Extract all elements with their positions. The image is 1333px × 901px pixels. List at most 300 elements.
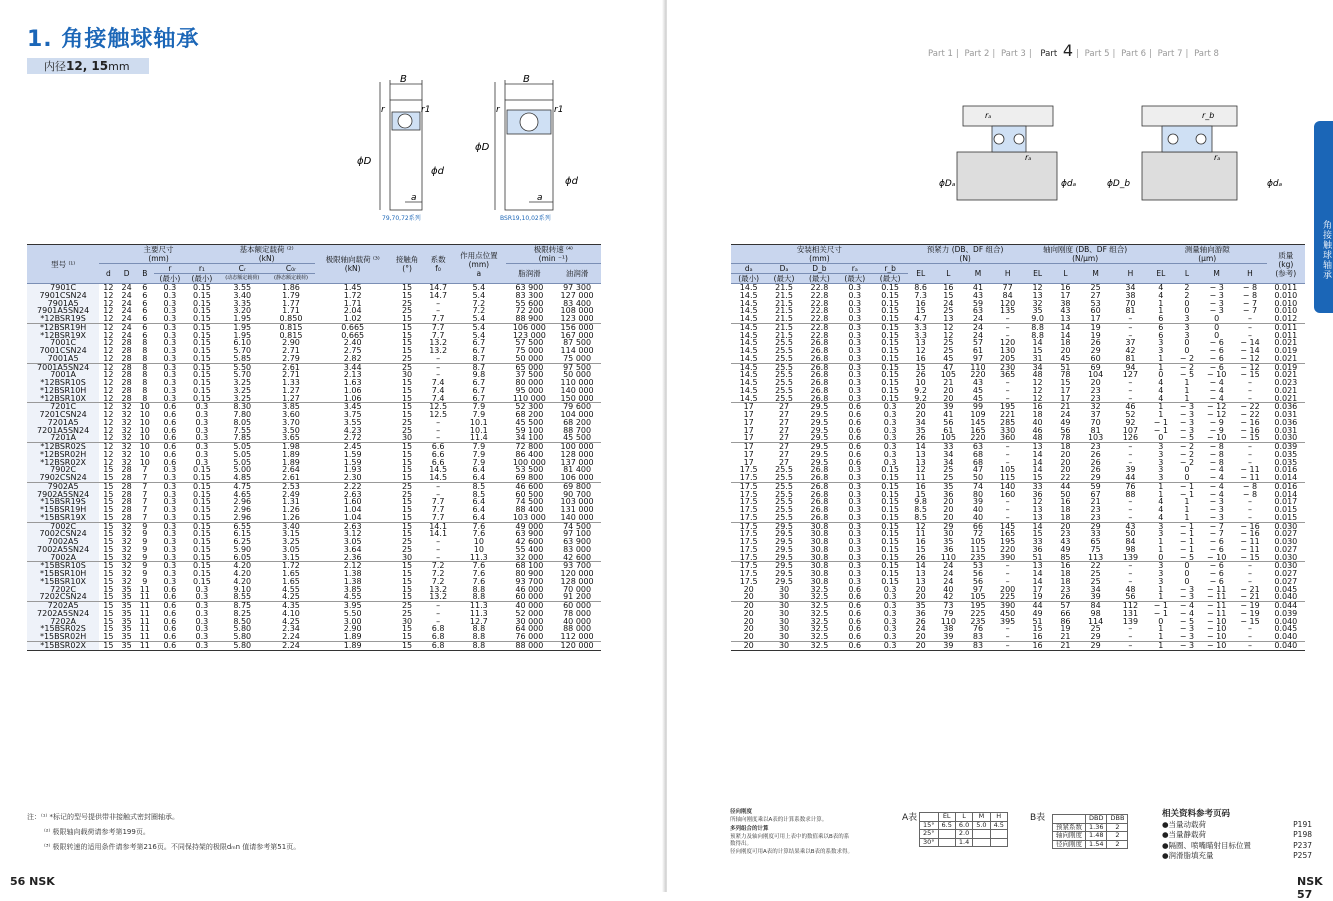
value-cell: 40: [963, 514, 993, 522]
value-cell: 25: [401, 608, 413, 618]
part-link[interactable]: Part 7: [1157, 49, 1183, 59]
value-cell: 114: [1087, 616, 1104, 626]
model-cell: *15BSR19X: [27, 514, 99, 522]
value-cell: 46 600: [515, 481, 544, 491]
value-cell: 12: [1032, 385, 1043, 395]
value-cell: 34: [915, 417, 926, 427]
value-cell: 64 000: [515, 624, 544, 634]
value-cell: 25: [1090, 576, 1101, 586]
value-cell: 7.9: [472, 442, 486, 451]
value-cell: 0.3: [163, 290, 177, 300]
value-cell: 32.5: [802, 633, 837, 641]
value-cell: –: [436, 417, 441, 427]
value-cell: 0.3: [848, 537, 862, 546]
value-cell: 12: [103, 449, 114, 459]
value-cell: 0.3: [837, 284, 872, 292]
value-cell: 63: [972, 442, 984, 451]
value-cell: 1.89: [315, 641, 390, 650]
value-cell: 7.7: [431, 497, 445, 507]
value-cell: 1: [1148, 355, 1174, 363]
value-cell: 53: [972, 561, 984, 571]
value-cell: 8.7: [452, 355, 505, 363]
value-cell: 15: [103, 481, 114, 491]
value-cell: 6: [142, 298, 148, 308]
value-cell: 0.15: [881, 290, 900, 300]
value-cell: 30.8: [810, 529, 829, 539]
value-cell: 4.25: [267, 593, 316, 601]
value-cell: 42: [1125, 346, 1136, 355]
page-number: 56 NSK: [10, 875, 55, 888]
value-cell: 0.3: [154, 355, 186, 363]
value-cell: 14: [1032, 465, 1043, 475]
value-cell: − 3: [1179, 417, 1195, 427]
value-cell: 29.5: [775, 576, 793, 586]
value-cell: –: [1005, 322, 1010, 332]
value-cell: 0.014: [1274, 489, 1298, 499]
value-cell: 3.25: [218, 395, 267, 403]
value-cell: 29: [1078, 474, 1113, 482]
model-cell: *12BSR10S: [27, 379, 99, 387]
value-cell: − 16: [1240, 417, 1260, 427]
value-cell: 0.15: [881, 362, 900, 372]
value-cell: 0.6: [848, 616, 862, 626]
value-cell: 83: [963, 641, 993, 650]
value-cell: 3.60: [282, 410, 300, 419]
value-cell: − 6: [1209, 362, 1224, 372]
value-cell: –: [1005, 457, 1010, 467]
value-cell: 8: [136, 395, 154, 403]
value-cell: 0.3: [163, 481, 177, 491]
value-cell: 9: [142, 544, 148, 554]
value-cell: 46: [1032, 425, 1043, 435]
value-cell: 30: [390, 554, 424, 562]
value-cell: 12: [103, 425, 114, 435]
value-cell: − 6: [1209, 576, 1224, 586]
value-cell: –: [993, 315, 1023, 323]
stiffness-notes: 径向刚度 所轴向刚度乘以A表的计算系数求计算。 多列组合的计算 预紧力及轴向刚度可用上表中的数值乘以B表的系 数得出。 径向刚度可用A表的计算结果乘以B表的系数求得。: [730, 809, 854, 855]
value-cell: 10: [139, 449, 150, 459]
value-cell: –: [1247, 449, 1252, 459]
value-cell: 3: [1158, 346, 1164, 355]
value-cell: 4.10: [282, 608, 300, 618]
value-cell: 0.3: [848, 569, 862, 578]
value-cell: 4: [1158, 385, 1164, 395]
value-cell: 15: [1060, 378, 1071, 387]
value-cell: 43: [972, 290, 984, 300]
value-cell: 97: [972, 584, 984, 594]
value-cell: 15: [103, 544, 114, 554]
value-cell: –: [993, 514, 1023, 522]
value-cell: 0.3: [883, 402, 897, 412]
value-cell: 81: [1090, 425, 1101, 435]
value-cell: 20: [934, 395, 964, 403]
value-cell: 63: [972, 306, 984, 316]
value-cell: − 1: [1179, 489, 1195, 499]
value-cell: 0: [1184, 306, 1190, 316]
value-cell: 0.3: [848, 561, 862, 571]
value-cell: 0.3: [848, 489, 862, 499]
table-notes: 注：⁽¹⁾ *标记的型号提供带非接触式密封圈轴承。 ⁽²⁾ 极限轴向载荷请参考第199页。 ⁽³⁾ 极限转速的适用条件请参考第216页。不同保持架的极限dₘn 值请参考第51页。: [27, 813, 301, 851]
value-cell: − 11: [1200, 593, 1233, 601]
part-link[interactable]: Part 2: [964, 49, 990, 59]
value-cell: –: [424, 554, 452, 562]
value-cell: 29: [1078, 641, 1113, 650]
value-cell: 59: [972, 298, 984, 308]
value-cell: –: [424, 434, 452, 442]
value-cell: 6.6: [431, 442, 445, 451]
model-cell: *12BSR10H: [27, 387, 99, 395]
value-cell: 74 500: [515, 497, 544, 507]
value-cell: − 8: [1242, 481, 1258, 491]
reference-item[interactable]: ●当量动载荷 P191: [1162, 819, 1312, 829]
value-cell: –: [436, 608, 441, 618]
value-cell: 13: [915, 576, 926, 586]
value-cell: –: [1005, 497, 1010, 507]
value-cell: 7.9: [472, 457, 486, 467]
value-cell: 30: [778, 608, 790, 618]
value-cell: 20: [915, 402, 926, 412]
value-cell: 60: [1090, 306, 1101, 316]
value-cell: 0.021: [1267, 355, 1305, 363]
value-cell: 4.75: [233, 481, 252, 491]
value-cell: 0.3: [163, 362, 177, 372]
value-cell: − 3: [1209, 298, 1224, 308]
value-cell: 15: [915, 489, 926, 499]
value-cell: − 5: [1174, 554, 1200, 562]
value-cell: 44: [1060, 481, 1071, 491]
value-cell: –: [993, 395, 1023, 403]
value-cell: 15: [401, 449, 413, 459]
part-current[interactable]: Part 4: [1040, 41, 1074, 60]
value-cell: 26: [1090, 465, 1101, 475]
value-cell: 17.5: [739, 481, 758, 491]
value-cell: 12: [1032, 378, 1043, 387]
value-cell: 115: [970, 544, 986, 554]
value-cell: 25: [1090, 624, 1101, 634]
value-cell: 0.030: [1274, 521, 1298, 531]
value-cell: 8.8: [452, 633, 505, 641]
value-cell: 24: [117, 284, 135, 292]
value-cell: 103: [1078, 434, 1113, 442]
value-cell: 0.815: [279, 322, 303, 332]
value-cell: 78 000: [563, 608, 592, 618]
value-cell: 0.3: [163, 298, 177, 308]
part-link[interactable]: Part 8: [1194, 49, 1219, 59]
value-cell: 1: [1148, 641, 1174, 650]
reference-item[interactable]: ●当量静载荷 P198: [1162, 830, 1312, 839]
value-cell: 2.34: [282, 624, 300, 634]
value-cell: − 3: [1200, 514, 1233, 522]
value-cell: 1.95: [233, 322, 252, 332]
value-cell: 36: [1032, 489, 1043, 499]
value-cell: 41: [963, 284, 993, 292]
value-cell: 1.72: [282, 561, 300, 571]
value-cell: 5.90: [233, 544, 252, 554]
value-cell: 65: [1090, 537, 1101, 546]
value-cell: 28: [117, 355, 135, 363]
value-cell: 29.5: [810, 425, 829, 435]
value-cell: 24: [121, 322, 132, 332]
value-cell: 39: [1125, 465, 1136, 475]
part-link[interactable]: Part 3: [1000, 49, 1026, 59]
value-cell: 97 100: [563, 529, 592, 539]
model-cell: *15BSR02X: [27, 641, 99, 650]
reference-item[interactable]: ●润滑脂填充量 P257: [1162, 851, 1312, 860]
value-cell: 35: [915, 425, 926, 435]
value-cell: 4.85: [218, 474, 267, 482]
value-cell: 360: [993, 434, 1023, 442]
value-cell: 4.65: [233, 489, 252, 499]
value-cell: 8.8: [472, 584, 486, 594]
value-cell: 4: [1158, 378, 1164, 387]
value-cell: 0: [1184, 569, 1190, 578]
value-cell: 7.6: [472, 529, 486, 539]
value-cell: − 2: [1179, 442, 1195, 451]
value-cell: 15: [390, 641, 424, 650]
value-cell: 17.5: [739, 505, 758, 514]
value-cell: − 15: [1233, 434, 1266, 442]
value-cell: 3: [1158, 569, 1164, 578]
value-cell: 68 200: [563, 417, 592, 427]
model-cell: *12BSR02S: [27, 443, 99, 451]
value-cell: 5.05: [233, 442, 252, 451]
value-cell: 0.3: [195, 584, 209, 594]
section-side-tab[interactable]: 角接触球轴承: [1314, 121, 1333, 313]
value-cell: 0.019: [1274, 346, 1298, 355]
value-cell: 78: [1053, 434, 1079, 442]
value-cell: 27: [778, 402, 790, 412]
value-cell: 40 000: [563, 616, 592, 626]
value-cell: 97 300: [553, 284, 601, 292]
value-cell: 2.13: [343, 370, 362, 380]
value-cell: 45: [972, 385, 984, 395]
value-cell: 0.6: [163, 457, 177, 467]
value-cell: 29.5: [810, 442, 829, 451]
value-cell: 8.7: [472, 362, 486, 372]
part-link[interactable]: Part 1: [928, 49, 953, 59]
value-cell: 15: [401, 569, 413, 578]
value-cell: 0.6: [837, 593, 872, 601]
value-cell: − 4: [1200, 395, 1233, 403]
value-cell: 72 200: [515, 306, 544, 316]
value-cell: 1.27: [267, 395, 316, 403]
value-cell: − 16: [1240, 521, 1260, 531]
col-pos: 作用点位置 (mm) a: [452, 245, 505, 284]
value-cell: 25: [401, 537, 413, 546]
value-cell: 16: [915, 298, 926, 308]
value-cell: –: [436, 544, 441, 554]
value-cell: − 7: [1242, 306, 1258, 316]
value-cell: 20: [743, 616, 754, 626]
value-cell: 200: [1000, 584, 1016, 594]
value-cell: 11: [139, 584, 150, 594]
value-cell: 25: [1090, 569, 1101, 578]
col-speed: 极限转速 ⁽⁴⁾ (min ⁻¹): [506, 245, 601, 264]
value-cell: 5.4: [472, 322, 486, 332]
value-cell: 7.2: [431, 576, 445, 586]
value-cell: 8.05: [233, 417, 252, 427]
value-cell: 16: [1053, 284, 1079, 292]
value-cell: 5.4: [472, 330, 486, 340]
value-cell: 17.5: [739, 561, 758, 571]
value-cell: 0: [1174, 474, 1200, 482]
value-cell: 0.039: [1274, 442, 1298, 451]
value-cell: 27: [778, 417, 790, 427]
value-cell: 5.80: [218, 641, 267, 650]
value-cell: –: [1005, 385, 1010, 395]
value-cell: 27: [778, 425, 790, 435]
value-cell: 14.5: [731, 355, 766, 363]
value-cell: 11.3: [469, 608, 488, 618]
value-cell: 14.5: [739, 385, 758, 395]
value-cell: 26.8: [810, 465, 829, 475]
value-cell: 3.05: [282, 544, 300, 554]
value-cell: 0.3: [163, 497, 177, 507]
value-cell: 3.64: [343, 544, 362, 554]
value-cell: 12: [103, 385, 114, 395]
value-cell: 0.15: [192, 306, 211, 316]
value-cell: 12: [915, 521, 926, 531]
value-cell: 0.017: [1274, 497, 1298, 507]
reference-item[interactable]: ●隔圈、喷嘴瞄射目标位置 P237: [1162, 840, 1312, 850]
value-cell: 7.3: [914, 290, 928, 300]
value-cell: − 15: [1233, 554, 1266, 562]
value-cell: 0.6: [848, 601, 862, 610]
value-cell: 21.5: [766, 315, 801, 323]
value-cell: 3: [1158, 521, 1164, 531]
value-cell: 32: [121, 402, 132, 412]
value-cell: –: [1247, 442, 1252, 451]
value-cell: 14.5: [739, 322, 758, 332]
value-cell: 33: [1090, 529, 1101, 539]
value-cell: 0.031: [1274, 410, 1298, 419]
value-cell: 20: [731, 633, 766, 641]
value-cell: 42 600: [515, 537, 544, 546]
value-cell: 11: [136, 593, 154, 601]
model-cell: 7901A5SN24: [27, 307, 99, 315]
value-cell: –: [1247, 576, 1252, 586]
value-cell: 1.95: [233, 330, 252, 340]
value-cell: 0.3: [883, 442, 897, 451]
value-cell: 0.3: [163, 576, 177, 586]
value-cell: 8.8: [452, 641, 505, 650]
value-cell: 105: [970, 537, 986, 546]
value-cell: 0.3: [883, 457, 897, 467]
value-cell: 0.15: [192, 338, 211, 348]
value-cell: − 1: [1153, 417, 1169, 427]
value-cell: 1.89: [282, 449, 300, 459]
value-cell: –: [1113, 641, 1148, 650]
value-cell: 14.7: [424, 284, 452, 292]
value-cell: 21: [1053, 633, 1079, 641]
value-cell: 2.72: [315, 434, 390, 442]
value-cell: 16: [1060, 497, 1071, 507]
value-cell: 5.85: [218, 355, 267, 363]
value-cell: 9.0: [1022, 315, 1052, 323]
value-cell: 0.15: [881, 489, 900, 499]
value-cell: 14.5: [739, 362, 758, 372]
value-cell: 0.6: [848, 425, 862, 435]
value-cell: 13: [1032, 442, 1043, 451]
value-cell: 15: [401, 410, 413, 419]
value-cell: 7.7: [424, 514, 452, 522]
value-cell: 63 900: [506, 284, 554, 292]
value-cell: 20: [1060, 521, 1071, 531]
value-cell: − 3: [1174, 593, 1200, 601]
value-cell: 127: [1122, 370, 1139, 380]
value-cell: 29.5: [775, 521, 793, 531]
value-cell: 16: [908, 355, 934, 363]
value-cell: 74: [972, 481, 984, 491]
value-cell: 0.036: [1274, 417, 1298, 427]
value-cell: 195: [1000, 537, 1016, 546]
col-preload: 预紧力 (DB、DF 组合) (N): [908, 245, 1023, 264]
value-cell: 60 000: [506, 593, 554, 601]
value-cell: 2.61: [267, 474, 316, 482]
value-cell: 24: [972, 322, 984, 332]
part-link[interactable]: Part 5: [1084, 49, 1110, 59]
value-cell: 26.8: [810, 385, 829, 395]
value-cell: 5.70: [233, 346, 252, 355]
value-cell: − 10: [1206, 370, 1227, 380]
value-cell: 6: [136, 315, 154, 323]
value-cell: 32.5: [810, 624, 829, 634]
part-link[interactable]: Part 6: [1121, 49, 1147, 59]
value-cell: 30: [778, 616, 790, 626]
label-a: a: [411, 193, 417, 203]
page-number: NSK 57: [1297, 875, 1323, 901]
value-cell: 36: [915, 608, 926, 618]
value-cell: 56: [943, 417, 954, 427]
value-cell: 9.2: [914, 385, 928, 395]
value-cell: 0.15: [881, 544, 900, 554]
value-cell: 73: [943, 601, 954, 610]
value-cell: 0.3: [848, 298, 862, 308]
value-cell: 0.036: [1274, 402, 1298, 412]
value-cell: 30: [778, 584, 790, 594]
value-cell: –: [1233, 315, 1266, 323]
value-cell: 0.6: [163, 410, 177, 419]
value-cell: 0.15: [881, 497, 900, 507]
value-cell: 29: [1090, 346, 1101, 355]
value-cell: 8: [142, 378, 148, 387]
value-cell: 1: [1174, 395, 1200, 403]
value-cell: − 15: [1240, 370, 1260, 380]
value-cell: 91 200: [553, 593, 601, 601]
value-cell: 15: [103, 624, 114, 634]
value-cell: –: [1005, 378, 1010, 387]
value-cell: 8.8: [1031, 322, 1044, 332]
value-cell: 0.3: [848, 370, 862, 380]
value-cell: 32: [121, 561, 132, 571]
value-cell: 0.3: [883, 417, 897, 427]
value-cell: 6: [1158, 330, 1164, 340]
diagram-caption-1: 79,70,72系列: [382, 215, 421, 222]
value-cell: − 5: [1179, 616, 1195, 626]
value-cell: 36: [1032, 544, 1043, 554]
value-cell: –: [1247, 378, 1252, 387]
value-cell: 0.3: [848, 544, 862, 554]
value-cell: 6.4: [472, 505, 486, 514]
value-cell: 29.5: [775, 569, 793, 578]
value-cell: 23: [1090, 505, 1101, 514]
value-cell: 22.8: [810, 306, 829, 316]
value-cell: 0.15: [192, 385, 211, 395]
value-cell: 0.6: [163, 402, 177, 412]
value-cell: − 1: [1179, 481, 1195, 491]
value-cell: –: [1247, 569, 1252, 578]
value-cell: 14.1: [429, 521, 448, 531]
